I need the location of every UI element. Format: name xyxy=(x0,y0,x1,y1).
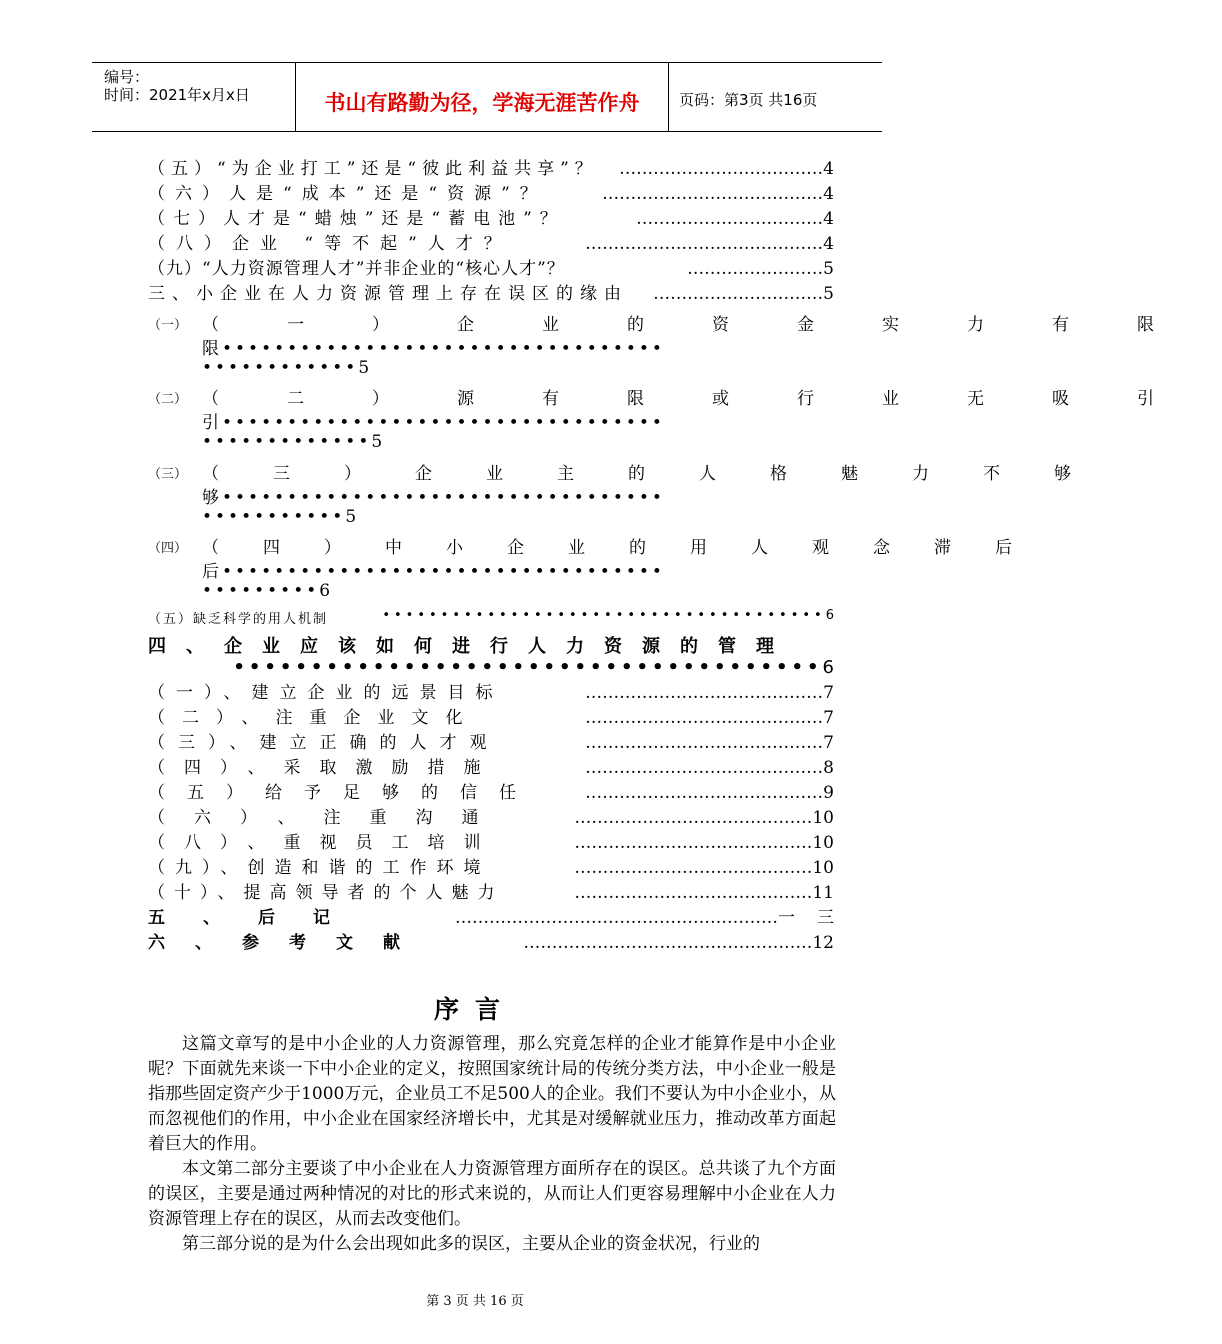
toc-entry-text: （四）、采取激励措施 xyxy=(148,758,500,778)
toc-entry-page: ……………………5 xyxy=(687,259,834,279)
paragraph: 这篇文章写的是中小企业的人力资源管理，那么究竟怎样的企业才能算作是中小企业呢？下面就先来谈一下中小企业的定义，按照国家统计局的传统分类方法，中小企业一般是指那些固定资产少于1000万元，企业员工不足500人的企业。我们不要认为中小企业小，从而忽视他们的作用，中小企业在国家经济增长中，尤其是对缓解就业压力，推动改革方面起着巨大的作用。 xyxy=(148,1034,836,1154)
toc-entry-page: …………………………………………………一三 xyxy=(455,908,856,928)
toc-entry-text: （三）、建立正确的人才观 xyxy=(148,733,500,753)
toc-entry-page: ……………………………………………12 xyxy=(523,933,834,953)
toc-entry[interactable] xyxy=(148,233,834,255)
toc-entry-text: （七）人才是“蜡烛”还是“蓄电池”？ xyxy=(148,209,565,229)
toc-entry-page: ……………………………………8 xyxy=(585,758,834,778)
toc-entry-page: 6 xyxy=(822,657,834,678)
toc-entry[interactable]: （四） （四）中小企业的用人观念滞后 后•••••••••••••••••••••••••••••••••• •••••••••6 xyxy=(148,533,834,603)
toc-entry-page: ……………………………………10 xyxy=(574,833,834,853)
header-page-cell xyxy=(669,63,882,131)
toc-entry[interactable]: （五）缺乏科学的用人机制 ••••••••••••••••••••••••••••••••••••••6 xyxy=(148,608,834,627)
toc-entry-page: ……………………………………10 xyxy=(574,808,834,828)
toc-entry[interactable] xyxy=(148,907,856,929)
toc-entry-page: ……………………………4 xyxy=(636,209,834,229)
toc-entry[interactable] xyxy=(148,732,834,754)
toc-entry[interactable] xyxy=(148,832,834,854)
header-motto-cell xyxy=(296,63,669,131)
toc-entry-page: ……………………………………7 xyxy=(585,708,834,728)
toc-entry-text: （五）“为企业打工”还是“彼此利益共享”？ xyxy=(148,159,598,179)
preface-title: 序言 xyxy=(433,995,516,1024)
toc-entry-page: 5 xyxy=(358,358,373,378)
toc-entry[interactable] xyxy=(148,882,834,904)
toc-entry-text: 六、参考文献 xyxy=(148,933,430,953)
toc-entry-text: （五）缺乏科学的用人机制 xyxy=(148,612,329,627)
toc-entry[interactable] xyxy=(148,258,834,280)
toc-entry[interactable] xyxy=(148,682,834,704)
number-label: 编号： xyxy=(104,68,150,86)
toc-entry-page: ………………………………4 xyxy=(619,159,834,179)
toc-entry-text: （五）给予足够的信任 xyxy=(148,783,538,803)
toc-entry-text: （九）“人力资源管理人才”并非企业的“核心人才”？ xyxy=(148,259,565,279)
toc-entry-text: （八）、重视员工培训 xyxy=(148,833,500,853)
toc-entry-page: ……………………………………4 xyxy=(585,234,834,254)
paragraph: 第三部分说的是为什么会出现如此多的误区，主要从企业的资金状况，行业的 xyxy=(182,1234,760,1254)
toc-entry[interactable] xyxy=(148,857,834,879)
toc-entry[interactable] xyxy=(148,932,834,954)
toc-entry-page: …………………………………4 xyxy=(602,184,834,204)
toc-entry-page: ……………………………………7 xyxy=(585,733,834,753)
toc-entry-page: 5 xyxy=(345,507,360,527)
header-meta-cell xyxy=(92,63,296,131)
toc-entry-page: ……………………………………7 xyxy=(585,683,834,703)
time-label: 时间：2021年x月x日 xyxy=(104,86,250,104)
toc-entry-page: …………………………5 xyxy=(653,284,834,304)
toc-entry[interactable] xyxy=(148,807,834,829)
toc-entry-text: （八）企业 “等不起”人才？ xyxy=(148,234,512,254)
toc-entry[interactable] xyxy=(148,158,834,180)
toc-entry[interactable] xyxy=(148,183,834,205)
toc-entry[interactable] xyxy=(148,707,834,729)
toc-entry-text: （六）、注重沟通 xyxy=(148,808,508,828)
toc-entry[interactable] xyxy=(148,283,834,305)
toc-entry-page: 6 xyxy=(825,608,834,623)
motto: 书山有路勤为径，学海无涯苦作舟 xyxy=(324,91,640,115)
paragraph: 本文第二部分主要谈了中小企业在人力资源管理方面所存在的误区。总共谈了九个方面的误区，主要是通过两种情况的对比的形式来说的，从而让人们更容易理解中小企业在人力资源管理上存在的误区，从而去改变他们。 xyxy=(148,1159,836,1229)
toc-entry-text: （三）企业主的人格魅力不够 xyxy=(202,464,1125,484)
toc-entry-text: 五、后记 xyxy=(148,908,368,928)
toc-entry[interactable] xyxy=(148,208,834,230)
toc-entry-text: （一）、建立企业的远景目标 xyxy=(148,683,504,703)
toc-entry-text: 四、企业应该如何进行人力资源的管理 xyxy=(148,636,794,657)
toc-entry[interactable] xyxy=(148,782,834,804)
toc-entry-text: （十）、提高领导者的个人魅力 xyxy=(148,883,504,903)
toc-entry-text: （六）人是“成本”还是“资源”？ xyxy=(148,184,547,204)
page-label: 页码：第3页 共16页 xyxy=(679,91,818,109)
toc-entry-text: （九）、创造和谐的工作环境 xyxy=(148,858,491,878)
toc-entry-text: 三、小企业在人力资源管理上存在误区的缘由 xyxy=(148,284,628,304)
toc-entry[interactable]: （二） （二）源有限或行业无吸引 引•••••••••••••••••••••••••••••••••• •••••••••••••5 xyxy=(148,384,834,454)
page-footer: 第 3 页 共 16 页 xyxy=(426,1294,524,1309)
toc-entry[interactable] xyxy=(148,757,834,779)
toc-entry-page: ……………………………………9 xyxy=(585,783,834,803)
toc-entry[interactable]: （一） （一）企业的资金实力有限 限•••••••••••••••••••••••••••••••••• ••••••••••••5 xyxy=(148,310,834,380)
toc-entry-page: 5 xyxy=(371,432,386,452)
page-header xyxy=(92,62,882,132)
toc-entry-text: （四）中小企业的用人观念滞后 xyxy=(202,538,1056,558)
toc-entry-page: 6 xyxy=(319,581,334,601)
toc-entry-text: （一）企业的资金实力有限 xyxy=(202,315,1222,335)
toc-entry-page: ……………………………………10 xyxy=(574,858,834,878)
toc-entry-page: ……………………………………11 xyxy=(574,883,834,903)
toc-entry-text: （二）、注重企业文化 xyxy=(148,708,480,728)
toc-entry[interactable]: 四、企业应该如何进行人力资源的管理 ••••••••••••••••••••••••••••••••••••••6 xyxy=(148,632,834,680)
toc-entry[interactable]: （三） （三）企业主的人格魅力不够 够•••••••••••••••••••••••••••••••••• •••••••••••5 xyxy=(148,459,834,529)
toc-entry-text: （二）源有限或行业无吸引 xyxy=(202,389,1222,409)
